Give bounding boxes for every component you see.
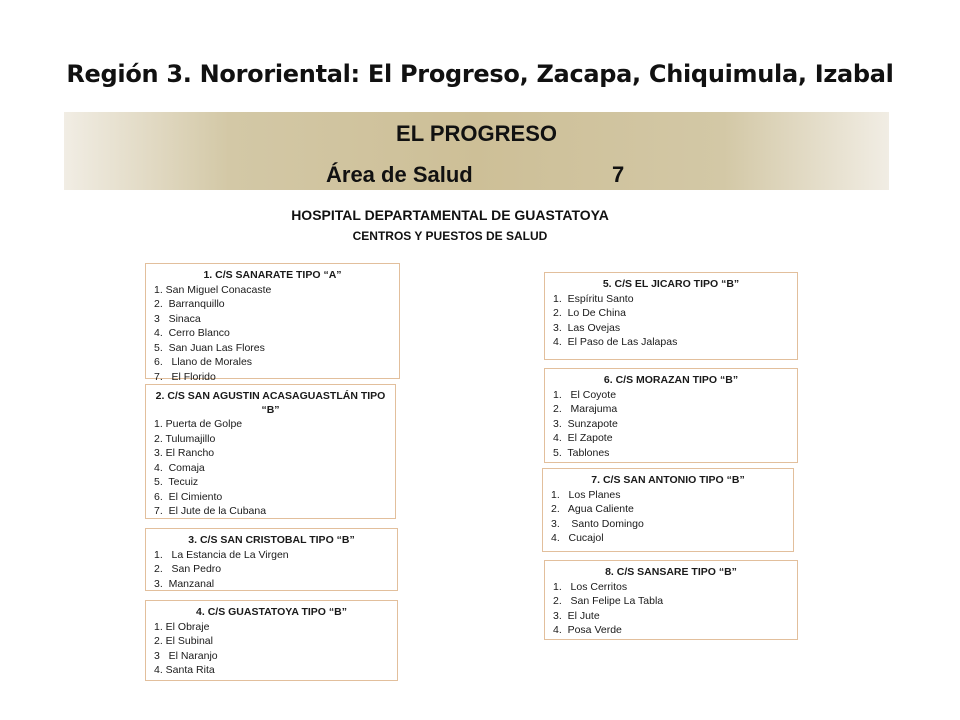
list-item: 1. San Miguel Conacaste [154, 283, 272, 296]
list-item: 5. San Juan Las Flores [154, 341, 265, 354]
center-box-san-agustin [145, 384, 396, 519]
list-item: 4. El Zapote [553, 432, 613, 444]
health-area-number: 7 [612, 162, 625, 187]
list-item: 1. La Estancia de La Virgen [154, 548, 289, 561]
list-item: 6. El Cimiento [154, 490, 223, 503]
list-item: 1. Espíritu Santo [553, 292, 634, 305]
center-box-sansare [544, 560, 798, 640]
list-item: 3. El Jute [553, 609, 600, 622]
list-item: 2. El Subinal [154, 635, 213, 647]
center-box-morazan [544, 368, 798, 463]
center-box-sanarate [145, 263, 400, 383]
post-list [551, 488, 785, 546]
list-item: 2. Tulumajillo [154, 432, 216, 445]
center-box-el-jicaro [544, 272, 798, 360]
list-item: 2. San Pedro [154, 563, 222, 575]
list-item: 2. Marajuma [553, 403, 618, 415]
list-item: 3. Las Ovejas [553, 321, 621, 334]
list-item: 3. Santo Domingo [551, 517, 644, 530]
list-item: 6. Llano de Morales [154, 356, 253, 368]
list-item: 1. Los Cerritos [553, 580, 628, 593]
center-title: 5. C/S EL JICARO TIPO “B” [602, 278, 740, 290]
post-list [154, 417, 387, 519]
center-title: 3. C/S SAN CRISTOBAL TIPO “B” [188, 534, 355, 546]
department-title: EL PROGRESO [396, 121, 557, 146]
centers-subtitle: CENTROS Y PUESTOS DE SALUD [352, 229, 548, 243]
post-list [154, 548, 389, 592]
health-area-label: Área de Salud [326, 162, 473, 187]
list-item: 3. El Rancho [154, 447, 215, 459]
list-item: 4. Comaja [154, 461, 205, 474]
post-list [154, 283, 391, 385]
center-title: 8. C/S SANSARE TIPO “B” [605, 566, 737, 578]
list-item: 4. Posa Verde [553, 624, 622, 636]
center-box-san-cristobal [145, 528, 398, 591]
post-list [553, 388, 789, 461]
center-title: 6. C/S MORAZAN TIPO “B” [603, 374, 739, 386]
list-item: 2. Agua Caliente [551, 503, 634, 515]
list-item: 2. San Felipe La Tabla [553, 595, 664, 607]
list-item: 1. El Coyote [553, 388, 617, 401]
list-item: 4. El Paso de Las Jalapas [553, 336, 678, 348]
list-item: 3. Manzanal [154, 577, 215, 590]
post-list [553, 580, 789, 638]
department-banner [64, 112, 889, 190]
list-item: 4. Santa Rita [154, 664, 215, 676]
center-box-guastatoya [145, 600, 398, 681]
post-list [553, 292, 789, 350]
center-title: 2. C/S SAN AGUSTIN ACASAGUASTLÁN TIPO “B” [155, 390, 386, 416]
list-item: 7. El Jute de la Cubana [154, 505, 267, 517]
list-item: 1. Puerta de Golpe [154, 418, 243, 430]
post-list [154, 620, 389, 678]
list-item: 3 El Naranjo [154, 649, 218, 662]
page-title: Región 3. Nororiental: El Progreso, Zacapa, Chiquimula, Izabal [66, 60, 894, 88]
hospital-name: HOSPITAL DEPARTAMENTAL DE GUASTATOYA [291, 207, 609, 223]
center-title: 1. C/S SANARATE TIPO “A” [203, 269, 342, 281]
list-item: 1. Los Planes [551, 488, 621, 501]
list-item: 5. Tecuiz [154, 476, 199, 488]
list-item: 4. Cerro Blanco [154, 327, 230, 339]
list-item: 4. Cucajol [551, 532, 604, 544]
list-item: 1. El Obraje [154, 620, 210, 633]
list-item: 2. Lo De China [553, 307, 626, 319]
list-item: 3. Sunzapote [553, 417, 618, 430]
center-title: 4. C/S GUASTATOYA TIPO “B” [196, 606, 347, 618]
list-item: 7. El Florido [154, 370, 216, 383]
center-title: 7. C/S SAN ANTONIO TIPO “B” [591, 474, 745, 486]
list-item: 5. Tablones [553, 446, 610, 459]
list-item: 3 Sinaca [154, 312, 201, 325]
list-item: 2. Barranquillo [154, 298, 225, 310]
center-box-san-antonio [542, 468, 794, 552]
